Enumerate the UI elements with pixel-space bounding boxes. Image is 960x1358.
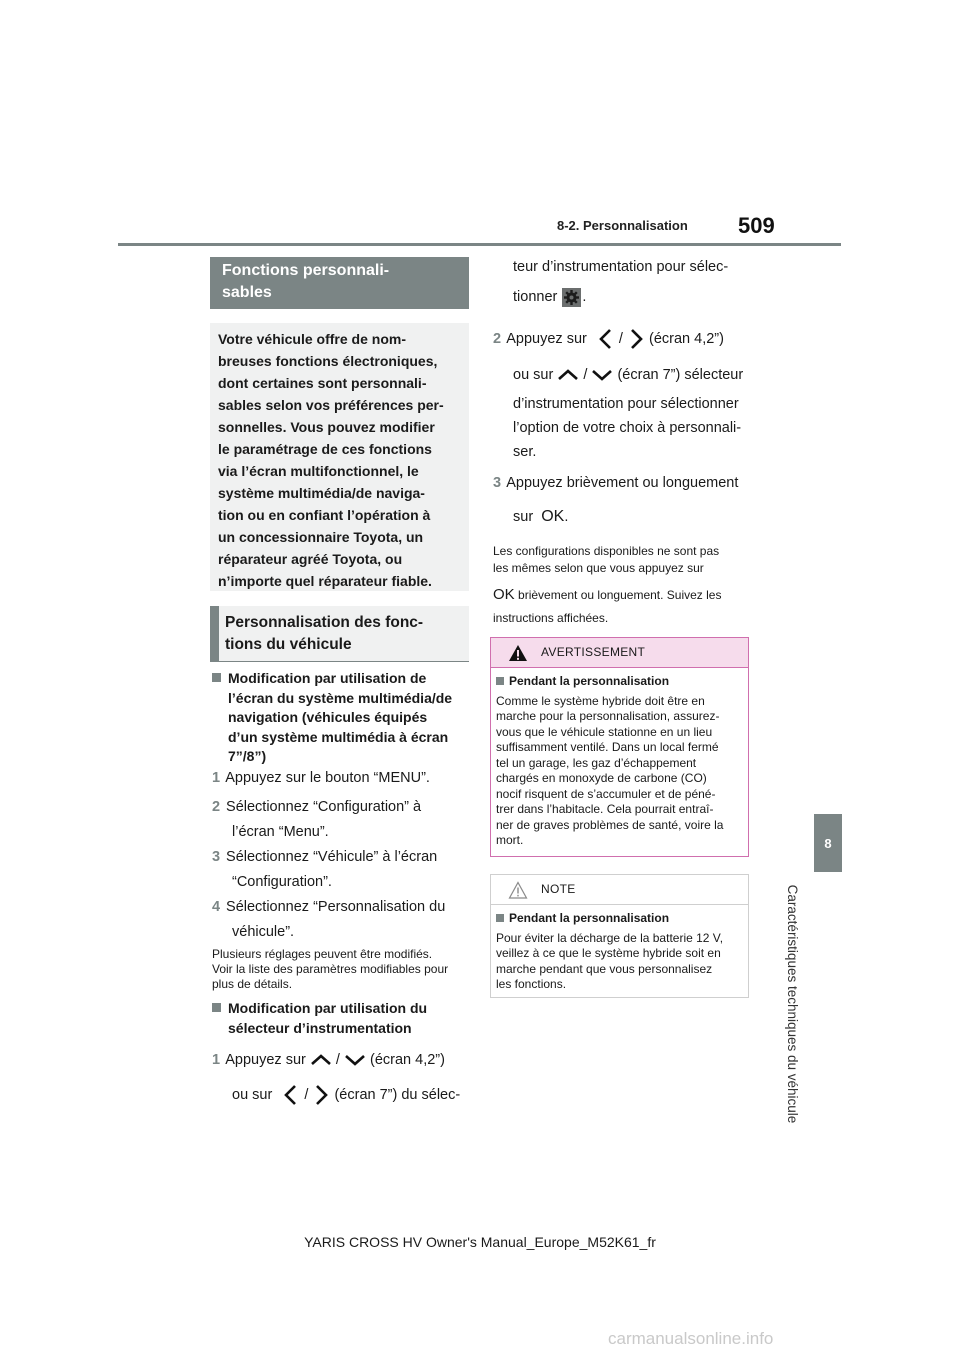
slash: / [335,1052,340,1068]
step-text: Sélectionnez “Configuration” à [226,799,422,815]
chevron-right-icon [627,328,645,350]
chevron-left-icon [597,328,615,350]
ok-button-label: OK [493,586,515,603]
note-line: plus de détails. [212,977,293,991]
section-a-title-line: Modification par utilisation de [228,670,427,686]
step-number: 4 [212,899,221,915]
step-b1-line-a [212,1049,445,1071]
step-a3 [212,846,437,893]
heading1-line: sables [222,284,272,301]
step-b1-line-d [513,286,586,308]
slash: / [618,331,623,347]
warning-line: vous que le véhicule stationne en un lieu [496,724,713,739]
chapter-tab: 8 [814,814,842,872]
step-text: Sélectionnez “Personnalisation du [226,899,446,915]
chevron-up-icon [557,368,579,382]
step-text: . [564,509,569,525]
note-line: les fonctions. [496,977,567,991]
step-text: ou sur [232,1087,273,1103]
warning-line: trer dans l’habitacle. Cela pourrait entraî- [496,802,714,816]
warning-line: nocif risquent de s’accumuler et de péné- [496,786,716,801]
section-a-title-line: l’écran du système multimédia/de [228,689,453,706]
step-a2 [212,796,421,843]
slash: / [583,367,588,383]
step-text: “Configuration”. [232,874,332,890]
intro-line: tion ou en confiant l’opération à [218,507,431,523]
step-b2-continuation [513,393,741,463]
intro-line: sonnelles. Vous pouvez modifier [218,419,435,435]
note-box [490,874,749,998]
step-b3-line-b [513,506,568,528]
warning-header [491,638,748,668]
note-subheading: Pendant la personnalisation [509,911,670,925]
ok-button-label: OK [541,508,565,525]
bullet-square-icon [496,914,504,922]
watermark: carmanualsonline.info [608,1329,774,1348]
caution-triangle-icon [508,881,528,899]
chevron-right-icon [312,1084,330,1106]
section-a-title-line: navigation (véhicules équipés [228,709,428,725]
step-text: Appuyez sur [506,331,587,347]
info-line: les mêmes selon que vous appuyez sur [493,561,704,575]
note-line: veillez à ce que le système hybride soit en [496,946,721,960]
warning-line: tel un garage, les gaz d’échappement [496,755,697,770]
chapter-title: Caractéristiques techniques du véhicule [785,884,800,1124]
header-divider [118,243,841,246]
note-line: Voir la liste des paramètres modifiables pour [212,962,449,976]
step-b2-line-a [493,328,724,350]
gear-icon [562,288,581,307]
section-a-title-line: d’un système multimédia à écran [228,728,449,745]
heading-personnalisation-fonctions [210,606,469,662]
section-title: 8-2. Personnalisation [557,218,688,233]
step-text: l’option de votre choix à personnali- [513,420,742,436]
step-b3-line-a [493,472,738,494]
step-text: l’écran “Menu”. [232,824,329,840]
step-text: (écran 7”) sélecteur [617,367,744,383]
note-body [491,905,748,993]
heading2-line: tions du véhicule [225,636,352,653]
chevron-down-icon [344,1053,366,1067]
intro-line: sables selon vos préférences per- [218,397,444,413]
step-text: Appuyez brièvement ou longuement [506,475,739,491]
step-number: 3 [493,475,502,491]
bullet-square-icon [212,1003,221,1012]
step-text: d’instrumentation pour sélectionner [513,396,739,412]
warning-line: chargés en monoxyde de carbone (CO) [496,771,707,785]
step-number: 1 [212,770,221,786]
section-a-note [212,947,448,992]
step-a4 [212,896,445,943]
note-line: Pour éviter la décharge de la batterie 12 V, [496,930,724,945]
step-text: Appuyez sur le bouton “MENU”. [225,770,430,786]
chevron-down-icon [591,368,613,382]
step-text: sur [513,509,534,525]
heading-fonctions-personnalisables [210,257,469,309]
chapter-title-vertical [780,882,804,1126]
note-line: marche pendant que vous personnalisez [496,961,713,976]
section-b-title-line: Modification par utilisation du [228,1000,428,1016]
page-number: 509 [738,213,775,238]
intro-paragraph [210,323,469,591]
section-b-title-line: sélecteur d’instrumentation [228,1019,412,1036]
warning-body [491,668,748,849]
info-line: instructions affichées. [493,611,609,625]
step-text: ou sur [513,367,554,383]
step-text: ser. [513,444,537,460]
warning-subheading: Pendant la personnalisation [509,674,670,688]
step-b1-line-b [232,1084,460,1106]
section-a-heading [212,669,452,767]
step-text: (écran 4,2”) [370,1052,445,1068]
warning-line: suffisamment ventilé. Dans un local fermé [496,740,719,754]
intro-line: Votre véhicule offre de nom- [218,331,406,347]
step-text: (écran 4,2”) [649,331,724,347]
chevron-left-icon [282,1084,300,1106]
note-header [491,875,748,905]
intro-line: via l’écran multifonctionnel, le [218,463,419,479]
step-number: 3 [212,849,221,865]
intro-line: le paramétrage de ces fonctions [218,441,432,457]
note-title: NOTE [541,882,576,896]
step-text: (écran 7”) du sélec- [334,1087,461,1103]
step-text: . [582,289,587,305]
warning-line: ner de graves problèmes de santé, voire la [496,817,724,832]
step-a1 [212,767,430,789]
step-b2-line-b [513,364,743,386]
step-text: véhicule”. [232,924,295,940]
info-line: Les configurations disponibles ne sont pas [493,544,720,558]
intro-line: réparateur agréé Toyota, ou [218,551,403,567]
config-info [493,543,721,627]
warning-title: AVERTISSEMENT [541,645,646,659]
section-b-heading [212,999,427,1038]
intro-line: n’importe quel réparateur fiable. [218,573,432,589]
intro-line: un concessionnaire Toyota, un [218,529,424,545]
step-number: 2 [493,331,502,347]
section-a-title-line: 7”/8”) [228,748,267,764]
step-number: 1 [212,1052,221,1068]
chevron-up-icon [310,1053,332,1067]
footer-manual-id: YARIS CROSS HV Owner's Manual_Europe_M52K61_fr [304,1234,656,1250]
step-b1-line-c: teur d’instrumentation pour sélec- [513,259,729,275]
intro-line: breuses fonctions électroniques, [218,353,438,369]
warning-line: Comme le système hybride doit être en [496,693,705,708]
step-text: Sélectionnez “Véhicule” à l’écran [226,849,438,865]
bullet-square-icon [212,673,221,682]
bullet-square-icon [496,677,504,685]
step-text: tionner [513,289,558,305]
warning-triangle-icon [508,644,528,662]
heading2-line: Personnalisation des fonc- [225,614,424,631]
warning-line: marche pour la personnalisation, assurez- [496,709,720,723]
slash: / [304,1087,309,1103]
note-line: Plusieurs réglages peuvent être modifiés. [212,947,433,961]
heading1-line: Fonctions personnali- [222,262,390,279]
step-text: Appuyez sur [225,1052,306,1068]
warning-box [490,637,749,857]
step-number: 2 [212,799,221,815]
warning-line: mort. [496,833,524,847]
intro-line: dont certaines sont personnali- [218,375,427,391]
intro-line: système multimédia/de naviga- [218,485,425,501]
info-line: brièvement ou longuement. Suivez les [518,588,722,602]
